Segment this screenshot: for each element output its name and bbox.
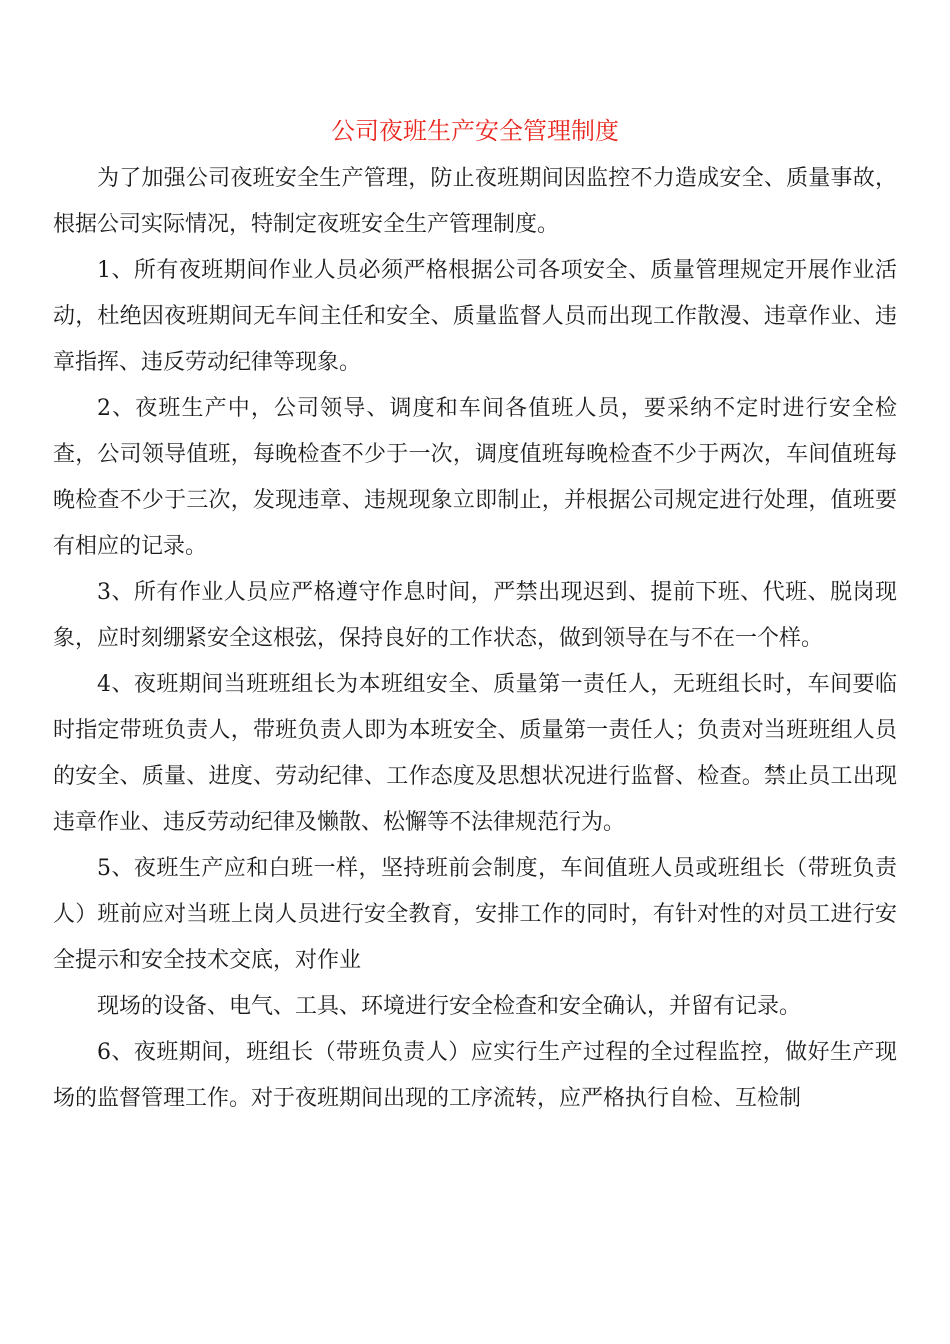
paragraph-rule-6: 6、夜班期间，班组长（带班负责人）应实行生产过程的全过程监控，做好生产现场的监督管理工作。对于夜班期间出现的工序流转，应严格执行自检、互检制: [53, 1040, 897, 1111]
paragraph-rule-4: 4、夜班期间当班班组长为本班组安全、质量第一责任人，无班组长时，车间要临时指定带班负责人，带班负责人即为本班安全、质量第一责任人；负责对当班班组人员的安全、质量、进度、劳动纪律、工作态度及思想状况进行监督、检查。禁止员工出现违章作业、违反劳动纪律及懒散、松懈等不法律规范行为。: [53, 672, 897, 835]
paragraph-rule-5: 5、夜班生产应和白班一样，坚持班前会制度，车间值班人员或班组长（带班负责人）班前应对当班上岗人员进行安全教育，安排工作的同时，有针对性的对员工进行安全提示和安全技术交底，对作业: [53, 856, 897, 973]
paragraph-intro: 为了加强公司夜班安全生产管理，防止夜班期间因监控不力造成安全、质量事故，根据公司实际情况，特制定夜班安全生产管理制度。: [53, 166, 897, 237]
paragraph-rule-3: 3、所有作业人员应严格遵守作息时间，严禁出现迟到、提前下班、代班、脱岗现象，应时刻绷紧安全这根弦，保持良好的工作状态，做到领导在与不在一个样。: [53, 580, 897, 651]
document-title: 公司夜班生产安全管理制度: [331, 117, 619, 145]
paragraph-rule-5-continued: 现场的设备、电气、工具、环境进行安全检查和安全确认，并留有记录。: [97, 994, 802, 1019]
paragraph-rule-2: 2、夜班生产中，公司领导、调度和车间各值班人员，要采纳不定时进行安全检查，公司领导值班，每晚检查不少于一次，调度值班每晚检查不少于两次，车间值班每晚检查不少于三次，发现违章、违规现象立即制止，并根据公司规定进行处理，值班要有相应的记录。: [53, 396, 897, 559]
paragraph-rule-1: 1、所有夜班期间作业人员必须严格根据公司各项安全、质量管理规定开展作业活动，杜绝因夜班期间无车间主任和安全、质量监督人员而出现工作散漫、违章作业、违章指挥、违反劳动纪律等现象。: [53, 258, 897, 375]
